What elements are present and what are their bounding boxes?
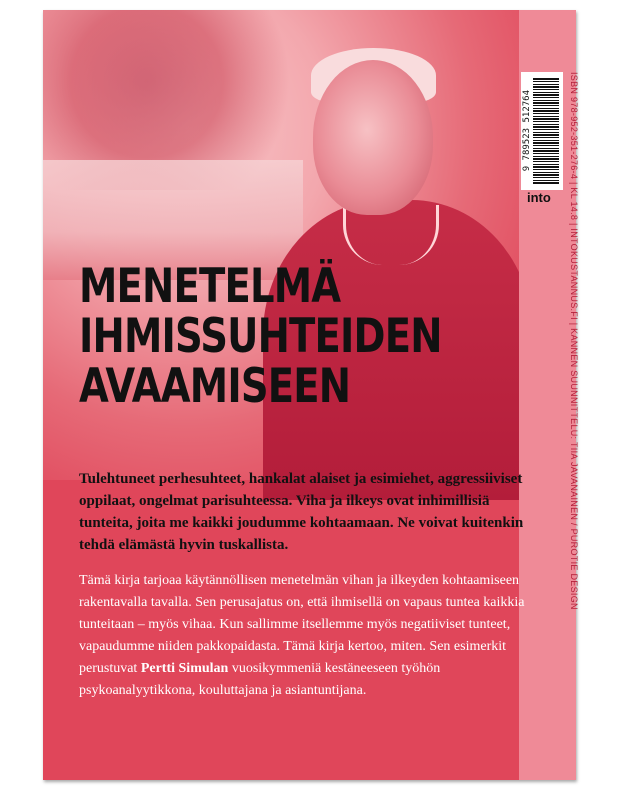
headline-line-3: AVAAMISEEN bbox=[79, 359, 351, 414]
book-back-cover bbox=[43, 10, 579, 780]
body-part-2: vuosikymmeniä kestäneeseen työhön psykoanalyytikkona, kouluttajana ja asiantuntijana. bbox=[79, 661, 441, 698]
barcode-digits bbox=[521, 72, 533, 190]
body-part-1: Tämä kirja tarjoaa käytännöllisen menetelmän vihan ja ilkeyden kohtaamiseen rakentavalla tavalla. Sen perusajatus on, että ihmisellä on vapaus tuntea kaikkia tunteitaan – myös vihaa. Kun sallimme itsellemme myös negatiiviset tunteet, vapaudumme niiden pakkopaidasta. Tämä kirja kertoo, miten. Sen esimerkit perustuvat bbox=[79, 573, 525, 676]
photo-person-head bbox=[313, 60, 433, 215]
headline-line-2: IHMISSUHTEIDEN bbox=[79, 309, 442, 364]
spine-info bbox=[567, 72, 581, 610]
barcode-bars bbox=[533, 78, 559, 184]
headline-line-1: MENETELMÄ bbox=[79, 259, 341, 314]
barcode-number: 9 789523 512764 bbox=[522, 90, 532, 172]
publisher-logo: into bbox=[527, 190, 551, 205]
author-name: Pertti Simulan bbox=[140, 661, 229, 676]
headline bbox=[79, 259, 442, 414]
isbn-line: ISBN 978-952-351-276-4 | KL 14.8 | INTOKUSTANNUS.FI | KANNEN SUUNNITTELU: TIIA JAVANAINEN / PUROTIE DESIGN bbox=[569, 72, 579, 610]
lead-paragraph: Tulehtuneet perhesuhteet, hankalat alaiset ja esimiehet, aggressiiviset oppilaat, ongelmat parisuhteessa. Viha ja ilkeys ovat inhimillisiä tunteita, joita me kaikki joudumme kohtaamaan. Ne voivat kuitenkin tehdä elämästä hyvin tuskallista. bbox=[79, 471, 524, 553]
body-paragraph bbox=[79, 570, 539, 702]
